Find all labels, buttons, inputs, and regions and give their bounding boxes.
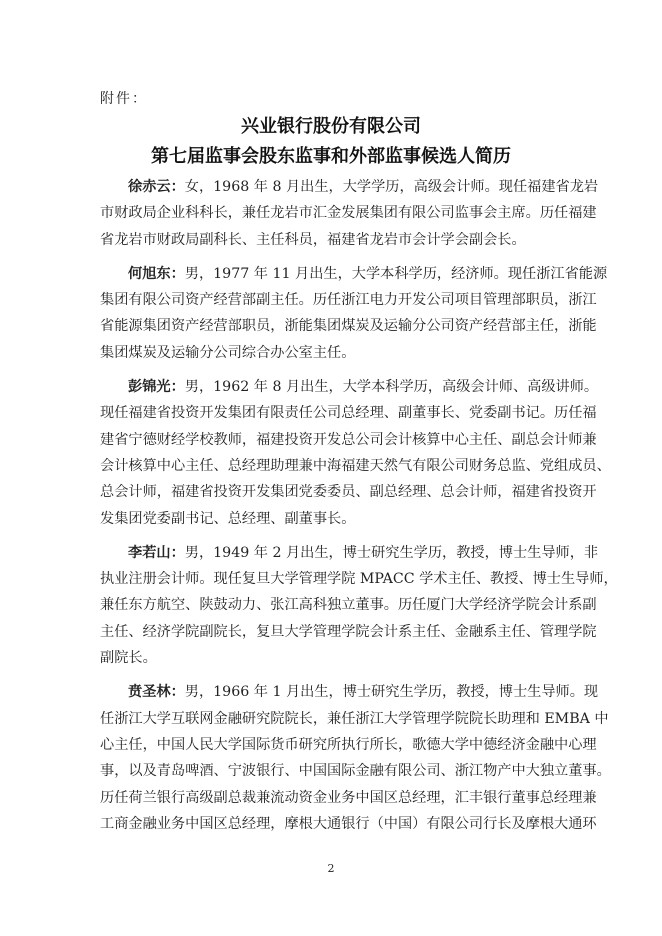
bio-line bbox=[100, 479, 597, 505]
bio-line bbox=[100, 287, 597, 313]
bio-text: 心主任，中国人民大学国际货币研究所执行所长，歌德大学中德经济金融中心理 bbox=[100, 736, 597, 753]
bio-text: 集团有限公司资产经营部副主任。历任浙江电力开发公司项目管理部职员，浙江 bbox=[100, 292, 597, 309]
candidate-name: 徐赤云： bbox=[128, 179, 185, 195]
bio-line bbox=[100, 227, 562, 253]
bio-text: 男，1962 年 8 月出生，大学本科学历，高级会计师、高级讲师。 bbox=[184, 379, 599, 396]
bio-text: 发集团党委副书记、总经理、副董事长。 bbox=[100, 510, 356, 527]
bio-text: 省龙岩市财政局副科长、主任科员，福建省龙岩市会计学会副会长。 bbox=[100, 231, 526, 248]
bio-text: 市财政局企业科科长，兼任龙岩市汇金发展集团有限公司监事会主席。历任福建 bbox=[100, 205, 597, 222]
bio-line bbox=[100, 400, 597, 426]
bio-text: 副院长。 bbox=[100, 650, 157, 667]
bio-text: 主任、经济学院副院长，复旦大学管理学院会计系主任、金融系主任、管理学院 bbox=[100, 623, 597, 640]
bio-line bbox=[100, 374, 599, 400]
bio-line bbox=[100, 453, 611, 479]
bio-text: 历任荷兰银行高级副总裁兼流动资金业务中国区总经理，汇丰银行董事总经理兼 bbox=[100, 789, 597, 806]
bio-line bbox=[100, 540, 599, 566]
bio-line bbox=[100, 706, 609, 732]
bio-text: 省能源集团资产经营部职员，浙能集团煤炭及运输分公司资产经营部主任，浙能 bbox=[100, 318, 597, 335]
candidate-bio bbox=[100, 261, 608, 366]
bio-line bbox=[100, 679, 599, 705]
bio-line bbox=[100, 174, 599, 200]
attachment-label: 附件： bbox=[100, 91, 148, 107]
bio-text: 建省宁德财经学校教师，福建投资开发总公司会计核算中心主任、副总会计师兼 bbox=[100, 431, 597, 448]
candidate-name: 何旭东： bbox=[128, 265, 185, 282]
bio-line bbox=[100, 785, 597, 811]
bio-text: 集团煤炭及运输分公司综合办公室主任。 bbox=[100, 344, 356, 361]
bio-text: 事，以及青岛啤酒、宁波银行、中国国际金融有限公司、浙江物产中大独立董事。 bbox=[100, 763, 611, 780]
page-number: 2 bbox=[327, 862, 335, 875]
bio-text: 男，1949 年 2 月出生，博士研究生学历，教授，博士生导师，非 bbox=[184, 544, 599, 561]
bio-text: 男，1966 年 1 月出生，博士研究生学历，教授，博士生导师。现 bbox=[184, 684, 599, 701]
bio-text: 兼任东方航空、陕鼓动力、张江高科独立董事。历任厦门大学经济学院会计系副 bbox=[100, 597, 597, 614]
candidate-name: 彭锦光： bbox=[128, 379, 185, 396]
bio-line bbox=[100, 566, 618, 592]
bio-line bbox=[100, 758, 611, 784]
document-title-line1: 兴业银行股份有限公司 bbox=[241, 116, 421, 137]
bio-text: 女，1968 年 8 月出生，大学学历，高级会计师。现任福建省龙岩 bbox=[184, 179, 599, 195]
bio-line bbox=[100, 506, 562, 532]
document-title-line2: 第七届监事会股东监事和外部监事候选人简历 bbox=[151, 146, 511, 167]
candidate-bio bbox=[100, 374, 611, 532]
bio-text: 总会计师，福建省投资开发集团党委委员、副总经理、总会计师，福建省投资开 bbox=[100, 484, 597, 501]
bio-text: 工商金融业务中国区总经理，摩根大通银行（中国）有限公司行长及摩根大通环 bbox=[100, 815, 597, 832]
bio-line bbox=[100, 340, 562, 366]
bio-line bbox=[100, 645, 562, 671]
bio-line bbox=[100, 619, 597, 645]
bio-line bbox=[100, 427, 597, 453]
document-body bbox=[100, 174, 618, 845]
bio-line bbox=[100, 592, 597, 618]
bio-line bbox=[100, 200, 597, 226]
bio-text: 会计核算中心主任、总经理助理兼中海福建天然气有限公司财务总监、党组成员、 bbox=[100, 457, 611, 474]
bio-text: 任浙江大学互联网金融研究院院长，兼任浙江大学管理学院院长助理和 EMBA 中 bbox=[100, 710, 609, 727]
bio-line bbox=[100, 261, 608, 287]
candidate-bio bbox=[100, 174, 599, 253]
candidate-bio bbox=[100, 540, 618, 671]
bio-text: 执业注册会计师。现任复旦大学管理学院 MPACC 学术主任、教授、博士生导师， bbox=[100, 571, 618, 588]
bio-line bbox=[100, 811, 597, 837]
bio-text: 现任福建省投资开发集团有限责任公司总经理、副董事长、党委副书记。历任福 bbox=[100, 405, 597, 422]
candidate-name: 李若山： bbox=[128, 544, 185, 561]
bio-line bbox=[100, 313, 597, 339]
bio-line bbox=[100, 732, 597, 758]
candidate-bio bbox=[100, 679, 611, 837]
bio-text: 男，1977 年 11 月出生，大学本科学历，经济师。现任浙江省能源 bbox=[184, 265, 608, 282]
candidate-name: 贲圣林： bbox=[128, 684, 185, 701]
